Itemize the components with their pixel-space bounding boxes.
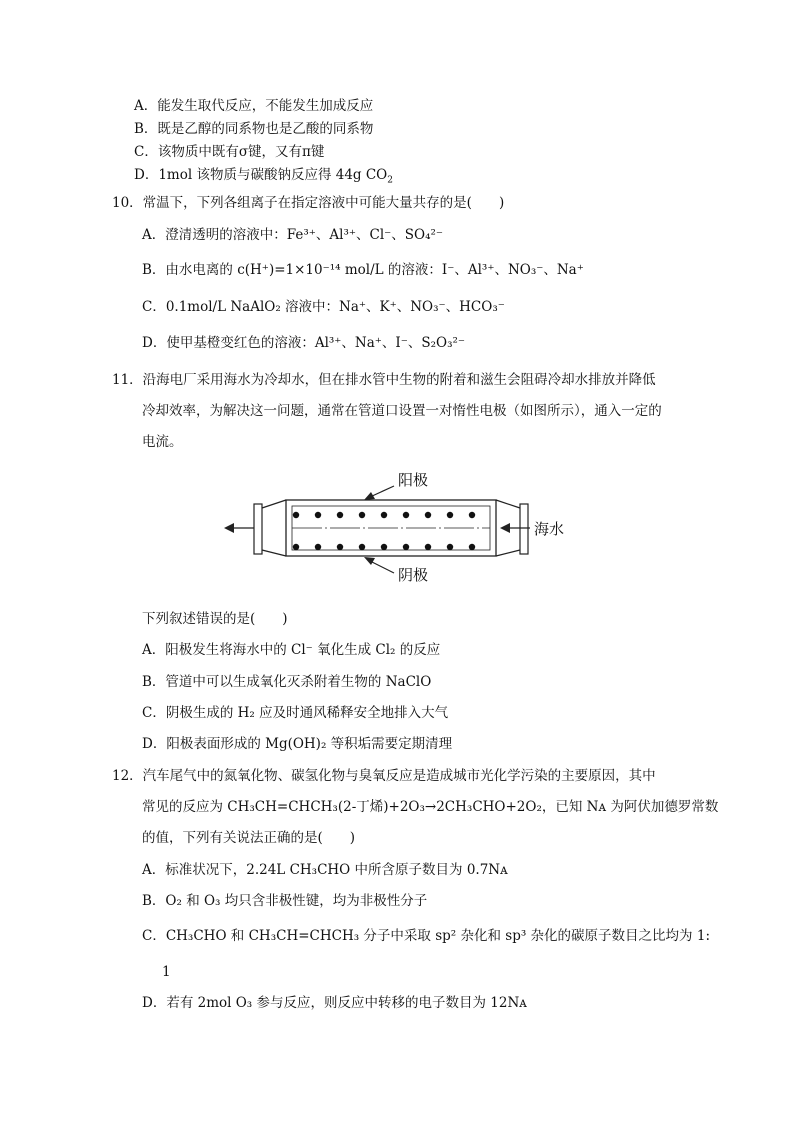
left-taper-bottom (262, 550, 286, 556)
q11-stem-line-1: 11．沿海电厂采用海水为冷却水，但在排水管中生物的附着和滋生会阻碍冷却水排放并降低 (112, 372, 656, 388)
left-flange (254, 504, 262, 554)
q11-prompt: 下列叙述错误的是( ) (142, 611, 288, 627)
q12-option-a: A．标准状况下，2.24L CH₃CHO 中所含原子数目为 0.7Nᴀ (142, 862, 508, 878)
q10-stem: 10．常温下，下列各组离子在指定溶液中可能大量共存的是( ) (112, 195, 505, 211)
q12-option-b: B．O₂ 和 O₃ 均只含非极性键，均为非极性分子 (142, 893, 428, 909)
q11-option-b: B．管道中可以生成氧化灭杀附着生物的 NaClO (142, 674, 432, 690)
q9-option-b: B．既是乙醇的同系物也是乙酸的同系物 (134, 121, 374, 137)
q10-option-c: C．0.1mol/L NaAlO₂ 溶液中：Na⁺、K⁺、NO₃⁻、HCO₃⁻ (142, 299, 505, 315)
right-flange (520, 504, 528, 554)
outlet-arrowhead-icon (224, 523, 234, 533)
right-taper-bottom (496, 550, 520, 556)
q11-stem-line-2: 冷却效率，为解决这一问题，通常在管道口设置一对惰性电极（如图所示），通入一定的 (142, 403, 662, 419)
q11-option-a: A．阳极发生将海水中的 Cl⁻ 氧化生成 Cl₂ 的反应 (142, 642, 441, 658)
q12-option-d: D．若有 2mol O₃ 参与反应，则反应中转移的电子数目为 12Nᴀ (142, 995, 527, 1011)
q9-option-d-subscript: 2 (387, 175, 393, 186)
left-taper-top (262, 500, 286, 508)
cathode-pointer-arrowhead-icon (364, 557, 375, 565)
seawater-label: 海水 (534, 520, 565, 538)
q9-option-c: C．该物质中既有σ键，又有π键 (134, 144, 325, 160)
cathode-label: 阴极 (398, 566, 429, 584)
cathode-pointer-line (370, 561, 394, 573)
cathode-electrode-dots (293, 544, 475, 550)
q9-option-d-text: D．1mol 该物质与碳酸钠反应得 44g CO (134, 167, 388, 183)
q11-option-d: D．阳极表面形成的 Mg(OH)₂ 等积垢需要定期清理 (142, 736, 453, 752)
q12-stem-line-3: 的值，下列有关说法正确的是( ) (142, 830, 356, 846)
inlet-arrowhead-icon (500, 523, 510, 533)
anode-pointer-line (370, 486, 394, 497)
q9-option-a: A．能发生取代反应，不能发生加成反应 (134, 98, 374, 114)
q11-stem-line-3: 电流。 (142, 434, 183, 450)
anode-electrode-dots (293, 512, 475, 518)
q10-option-b: B．由水电离的 c(H⁺)=1×10⁻¹⁴ mol/L 的溶液：I⁻、Al³⁺、NO₃⁻、Na⁺ (142, 262, 584, 278)
anode-label: 阳极 (398, 471, 429, 489)
q12-option-c-line-1: C．CH₃CHO 和 CH₃CH=CHCH₃ 分子中采取 sp² 杂化和 sp³ 杂化的碳原子数目之比均为 1: (142, 928, 710, 944)
q12-stem-line-2: 常见的反应为 CH₃CH=CHCH₃(2-丁烯)+2O₃→2CH₃CHO+2O₂，已知 Nᴀ 为阿伏加德罗常数 (142, 799, 719, 815)
q11-option-c: C．阴极生成的 H₂ 应及时通风稀释安全地排入大气 (142, 705, 449, 721)
q9-option-d (134, 167, 393, 186)
q12-stem-line-1: 12．汽车尾气中的氮氧化物、碳氢化物与臭氧反应是造成城市光化学污染的主要原因，其中 (112, 768, 656, 784)
electrode-pipe-figure (220, 465, 590, 590)
right-taper-top (496, 500, 520, 508)
q10-option-a: A．澄清透明的溶液中：Fe³⁺、Al³⁺、Cl⁻、SO₄²⁻ (142, 227, 444, 243)
q10-option-d: D．使甲基橙变红色的溶液：Al³⁺、Na⁺、I⁻、S₂O₃²⁻ (142, 335, 466, 351)
q12-option-c-line-2: 1 (162, 964, 171, 980)
